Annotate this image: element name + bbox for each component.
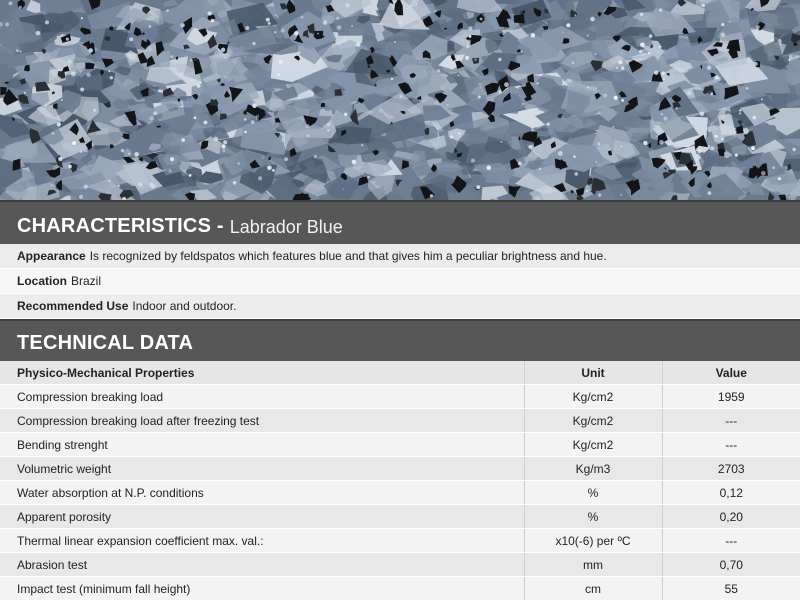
characteristic-text: Brazil	[71, 274, 101, 288]
characteristics-header	[0, 200, 800, 244]
technical-data-table	[0, 361, 800, 601]
property-cell: Thermal linear expansion coefficient max. val.:	[0, 529, 524, 553]
property-cell: Compression breaking load after freezing test	[0, 409, 524, 433]
column-header-property: Physico-Mechanical Properties	[0, 361, 524, 385]
column-header-unit: Unit	[524, 361, 662, 385]
property-cell: Impact test (minimum fall height)	[0, 577, 524, 601]
value-cell: ---	[662, 529, 800, 553]
unit-cell: cm	[524, 577, 662, 601]
table-row	[0, 577, 800, 601]
unit-cell: %	[524, 505, 662, 529]
characteristic-text: Indoor and outdoor.	[132, 299, 236, 313]
characteristic-location	[0, 269, 800, 294]
column-header-value: Value	[662, 361, 800, 385]
unit-cell: Kg/m3	[524, 457, 662, 481]
value-cell: 2703	[662, 457, 800, 481]
value-cell: 0,70	[662, 553, 800, 577]
property-cell: Compression breaking load	[0, 385, 524, 409]
technical-data-heading: TECHNICAL DATA	[17, 332, 193, 355]
unit-cell: Kg/cm2	[524, 385, 662, 409]
table-row	[0, 481, 800, 505]
characteristic-appearance	[0, 244, 800, 269]
property-cell: Abrasion test	[0, 553, 524, 577]
table-row	[0, 553, 800, 577]
characteristic-recommended-use	[0, 294, 800, 319]
property-cell: Bending strenght	[0, 433, 524, 457]
value-cell: 0,20	[662, 505, 800, 529]
unit-cell: Kg/cm2	[524, 409, 662, 433]
unit-cell: x10(-6) per ºC	[524, 529, 662, 553]
unit-cell: Kg/cm2	[524, 433, 662, 457]
value-cell: 55	[662, 577, 800, 601]
value-cell: ---	[662, 409, 800, 433]
granite-texture-svg	[0, 0, 800, 200]
value-cell: 0,12	[662, 481, 800, 505]
characteristic-label: Recommended Use	[17, 299, 128, 313]
table-header-row	[0, 361, 800, 385]
table-row	[0, 385, 800, 409]
property-cell: Apparent porosity	[0, 505, 524, 529]
characteristic-text: Is recognized by feldspatos which features blue and that gives him a peculiar brightness and hue.	[90, 249, 607, 263]
table-row	[0, 409, 800, 433]
value-cell: ---	[662, 433, 800, 457]
technical-data-header	[0, 319, 800, 361]
granite-texture-image	[0, 0, 800, 200]
characteristic-label: Appearance	[17, 249, 86, 263]
characteristics-heading: CHARACTERISTICS -	[17, 215, 224, 238]
unit-cell: %	[524, 481, 662, 505]
table-row	[0, 505, 800, 529]
characteristics-list	[0, 244, 800, 319]
stone-name: Labrador Blue	[230, 217, 343, 238]
unit-cell: mm	[524, 553, 662, 577]
property-cell: Water absorption at N.P. conditions	[0, 481, 524, 505]
table-row	[0, 433, 800, 457]
property-cell: Volumetric weight	[0, 457, 524, 481]
table-row	[0, 529, 800, 553]
table-row	[0, 457, 800, 481]
value-cell: 1959	[662, 385, 800, 409]
characteristic-label: Location	[17, 274, 67, 288]
